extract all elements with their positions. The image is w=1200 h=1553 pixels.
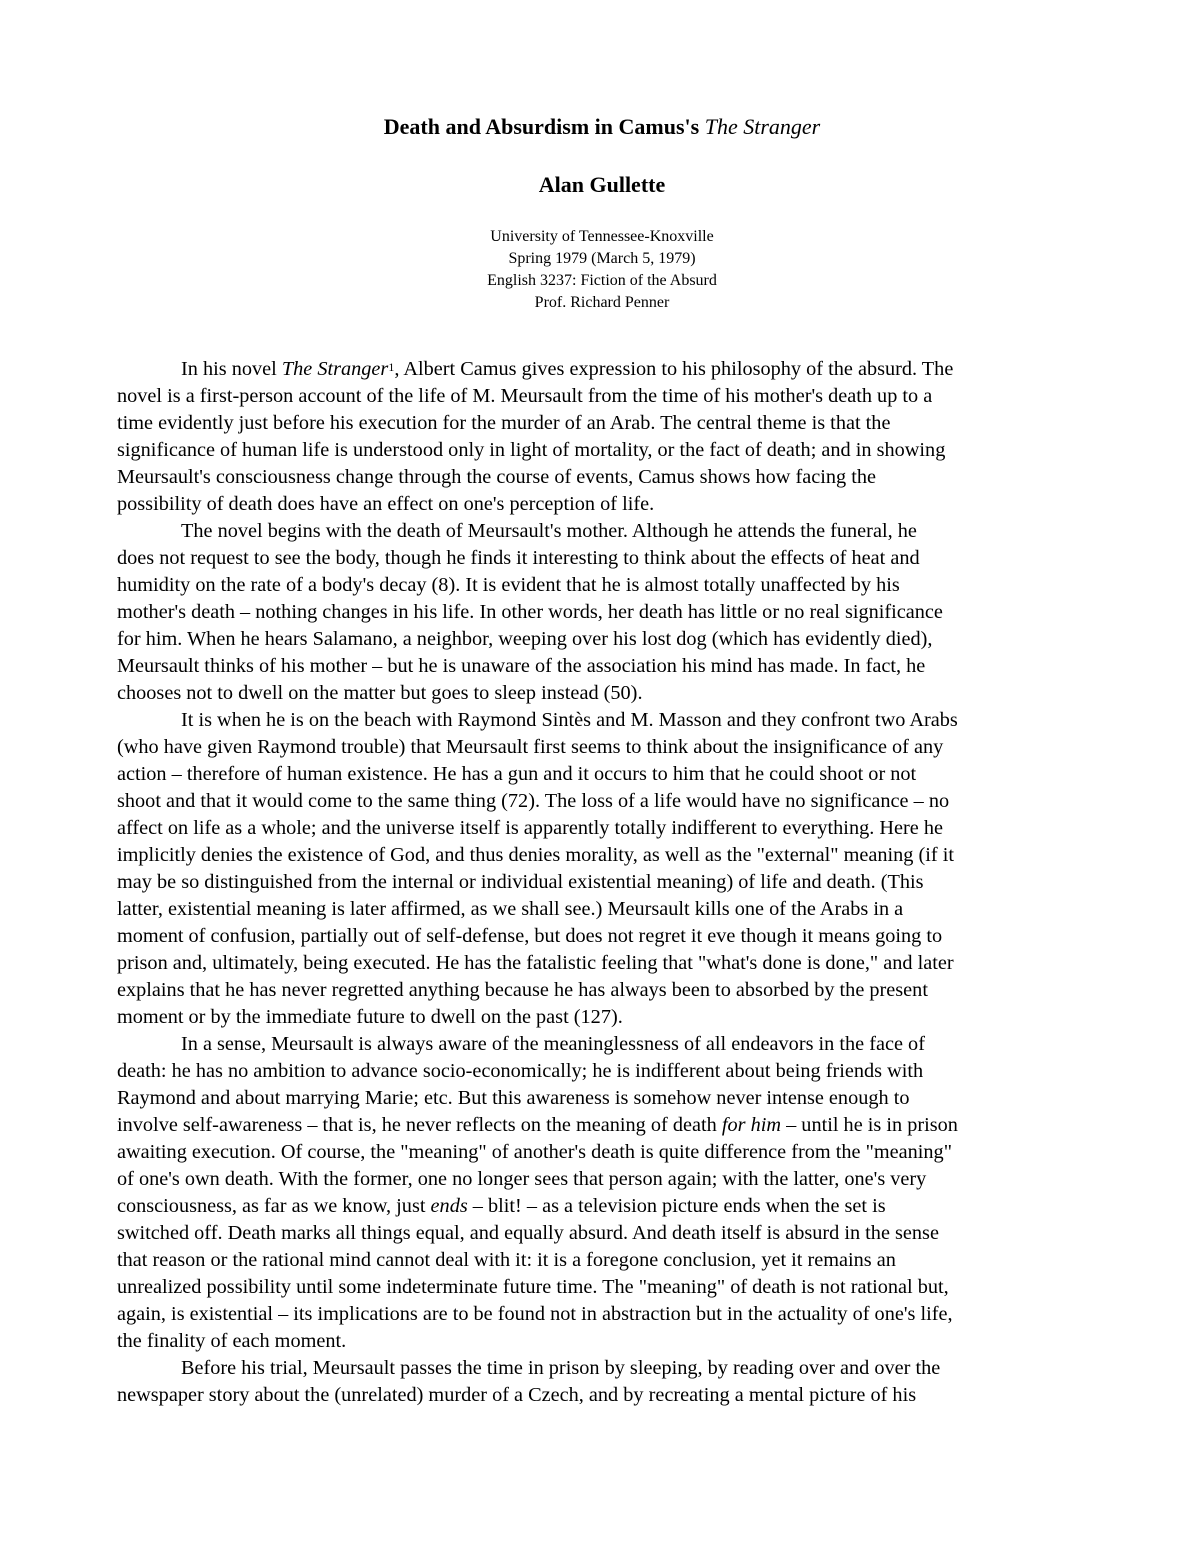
paragraph-1-line: possibility of death does have an effect on one's perception of life. [117,493,655,515]
paragraph-4-line: again, is existential – its implications are to be found not in abstraction but in the actuality of one's life, [117,1303,953,1325]
text-run: involve self-awareness – that is, he never reflects on the meaning of death [117,1114,722,1136]
paragraph-2-line: The novel begins with the death of Meursault's mother. Although he attends the funeral, he [181,520,917,542]
paragraph-4-line: In a sense, Meursault is always aware of the meaninglessness of all endeavors in the face of [181,1033,925,1055]
paragraph-3-line: shoot and that it would come to the same thing (72). The loss of a life would have no significance – no [117,790,950,812]
paragraph-2-line: humidity on the rate of a body's decay (8). It is evident that he is almost totally unaffected by his [117,574,900,596]
author-name: Alan Gullette [538,172,666,197]
paragraph-5-line: newspaper story about the (unrelated) murder of a Czech, and by recreating a mental picture of his [117,1384,917,1406]
paragraph-4-line: that reason or the rational mind cannot deal with it: it is a foregone conclusion, yet it remains an [117,1249,896,1271]
paragraph-3-line: (who have given Raymond trouble) that Meursault first seems to think about the insignificance of any [117,736,944,758]
affiliation-course: English 3237: Fiction of the Absurd [487,272,717,289]
text-run: , Albert Camus gives expression to his philosophy of the absurd. The [394,358,954,380]
paragraph-2-line: Meursault thinks of his mother – but he is unaware of the association his mind has made. In fact, he [117,655,926,677]
paragraph-1-line: novel is a first-person account of the life of M. Meursault from the time of his mother's death up to a [117,385,933,407]
paragraph-2-line: for him. When he hears Salamano, a neighbor, weeping over his lost dog (which has evidently died), [117,628,933,650]
paragraph-3-line: prison and, ultimately, being executed. He has the fatalistic feeling that "what's done is done," and later [117,952,954,974]
affiliation-university: University of Tennessee-Knoxville [490,228,714,245]
paragraph-4-line: unrealized possibility until some indeterminate future time. The "meaning" of death is not rational but, [117,1276,949,1298]
paragraph-2-line: mother's death – nothing changes in his life. In other words, her death has little or no real significance [117,601,943,623]
affiliation-date: Spring 1979 (March 5, 1979) [508,250,696,267]
paragraph-5-line: Before his trial, Meursault passes the time in prison by sleeping, by reading over and over the [181,1357,941,1379]
paragraph-4-line [117,1112,1087,1139]
paragraph-4-line [117,1193,1087,1220]
paragraph-4-line: switched off. Death marks all things equal, and equally absurd. And death itself is absurd in the sense [117,1222,939,1244]
text-run: consciousness, as far as we know, just [117,1195,431,1217]
paragraph-4-line: awaiting execution. Of course, the "meaning" of another's death is quite difference from the "meaning" [117,1141,952,1163]
paragraph-3-line: implicitly denies the existence of God, and thus denies morality, as well as the "external" meaning (if it [117,844,954,866]
emphasis-italic: ends [430,1195,468,1217]
paragraph-2-line: does not request to see the body, though he finds it interesting to think about the effects of heat and [117,547,920,569]
paragraph-3-line: moment of confusion, partially out of self-defense, but does not regret it eve though it means going to [117,925,943,947]
paragraph-1-line: significance of human life is understood only in light of mortality, or the fact of death; and in showing [117,439,946,461]
paragraph-4-line: the finality of each moment. [117,1330,347,1352]
title-italic: The Stranger [704,114,821,139]
title-main: Death and Absurdism in Camus's [383,114,705,139]
paragraph-3-line: affect on life as a whole; and the universe itself is apparently totally indifferent to everything. Here he [117,817,943,839]
text-run: In his novel [181,358,282,380]
text-run: – until he is in prison [781,1114,958,1136]
paragraph-2-line: chooses not to dwell on the matter but goes to sleep instead (50). [117,682,643,704]
paragraph-4-line: of one's own death. With the former, one no longer sees that person again; with the latter, one's very [117,1168,927,1190]
emphasis-italic: for him [721,1114,782,1136]
paragraph-3-line: action – therefore of human existence. He has a gun and it occurs to him that he could shoot or not [117,763,917,785]
paragraph-3-line: may be so distinguished from the internal or individual existential meaning) of life and death. (This [117,871,924,893]
document-page [117,112,1087,1409]
affiliation-professor: Prof. Richard Penner [534,294,670,311]
paragraph-3-line: It is when he is on the beach with Raymond Sintès and M. Masson and they confront two Arabs [181,709,958,731]
affiliation-block [117,226,1087,314]
document-title [117,112,1087,142]
paragraph-1-line: time evidently just before his execution for the murder of an Arab. The central theme is that the [117,412,891,434]
essay-body [117,356,1087,1409]
paragraph-4-line: death: he has no ambition to advance socio-economically; he is indifferent about being friends with [117,1060,924,1082]
text-run: – blit! – as a television picture ends when the set is [467,1195,886,1217]
paragraph-4-line: Raymond and about marrying Marie; etc. But this awareness is somehow never intense enough to [117,1087,910,1109]
novel-title-italic: The Stranger [281,358,389,380]
paragraph-1-line [117,356,1087,383]
footnote-marker: 1 [388,360,395,374]
paragraph-3-line: moment or by the immediate future to dwell on the past (127). [117,1006,623,1028]
paragraph-3-line: explains that he has never regretted anything because he has always been to absorbed by the present [117,979,928,1001]
paragraph-3-line: latter, existential meaning is later affirmed, as we shall see.) Meursault kills one of the Arabs in a [117,898,904,920]
paragraph-1-line: Meursault's consciousness change through the course of events, Camus shows how facing the [117,466,876,488]
